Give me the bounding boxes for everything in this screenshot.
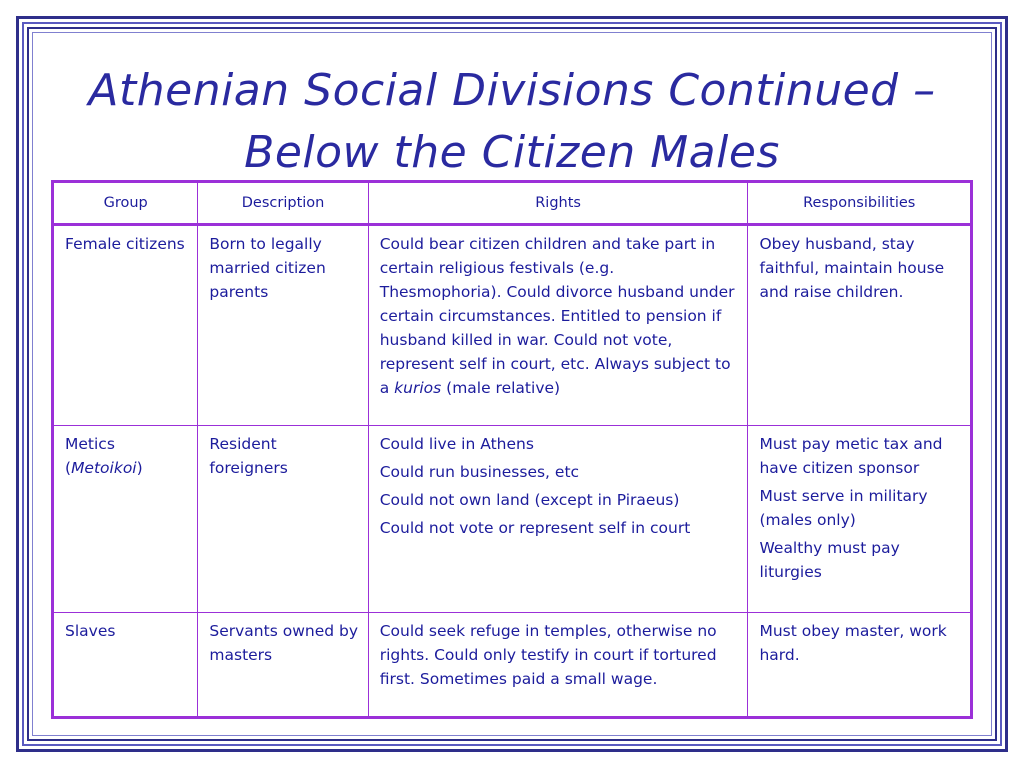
table-row-slaves xyxy=(53,613,972,718)
rights-text-end: (male relative) xyxy=(441,379,561,397)
cell-rights: Could seek refuge in temples, otherwise no rights. Could only testify in court if tortured first. Sometimes paid a small wage. xyxy=(368,613,748,718)
table-row-female-citizens xyxy=(53,225,972,426)
cell-group xyxy=(53,426,198,613)
header-group: Group xyxy=(53,182,198,225)
group-italic: Metoikoi xyxy=(71,459,137,477)
cell-group: Female citizens xyxy=(53,225,198,426)
responsibility-item: Must pay metic tax and have citizen sponsor xyxy=(759,435,943,477)
group-name: Metics xyxy=(65,435,115,453)
cell-description: Born to legally married citizen parents xyxy=(198,225,368,426)
cell-rights xyxy=(368,225,748,426)
header-rights: Rights xyxy=(368,182,748,225)
cell-responsibilities: Obey husband, stay faithful, maintain house and raise children. xyxy=(748,225,972,426)
social-divisions-table xyxy=(51,180,973,719)
cell-responsibilities xyxy=(748,426,972,613)
slide-title xyxy=(40,60,984,184)
table-row-metics xyxy=(53,426,972,613)
rights-text: Could bear citizen children and take part in certain religious festivals (e.g. Thesmophoria). Could divorce husband under certain circumstances. Entitled to pension if husband killed in war. Could not vote, represent self in court, etc. Always subject to a xyxy=(379,235,735,397)
title-line-2: Below the Citizen Males xyxy=(244,127,780,178)
responsibility-item: Must serve in military (males only) xyxy=(759,487,928,529)
rights-item: Could not own land (except in Piraeus) xyxy=(379,491,680,509)
cell-description: Servants owned by masters xyxy=(198,613,368,718)
cell-description: Resident foreigners xyxy=(198,426,368,613)
group-alt-name: (Metoikoi) xyxy=(65,459,143,477)
header-description: Description xyxy=(198,182,368,225)
table-header-row xyxy=(53,182,972,225)
cell-responsibilities: Must obey master, work hard. xyxy=(748,613,972,718)
cell-group: Slaves xyxy=(53,613,198,718)
rights-item: Could live in Athens xyxy=(379,435,534,453)
rights-item: Could run businesses, etc xyxy=(379,463,580,481)
responsibility-item: Wealthy must pay liturgies xyxy=(759,539,900,581)
title-line-1: Athenian Social Divisions Continued – xyxy=(88,65,936,116)
cell-rights xyxy=(368,426,748,613)
rights-kurios: kurios xyxy=(394,379,442,397)
rights-item: Could not vote or represent self in court xyxy=(379,519,691,537)
header-responsibilities: Responsibilities xyxy=(748,182,972,225)
